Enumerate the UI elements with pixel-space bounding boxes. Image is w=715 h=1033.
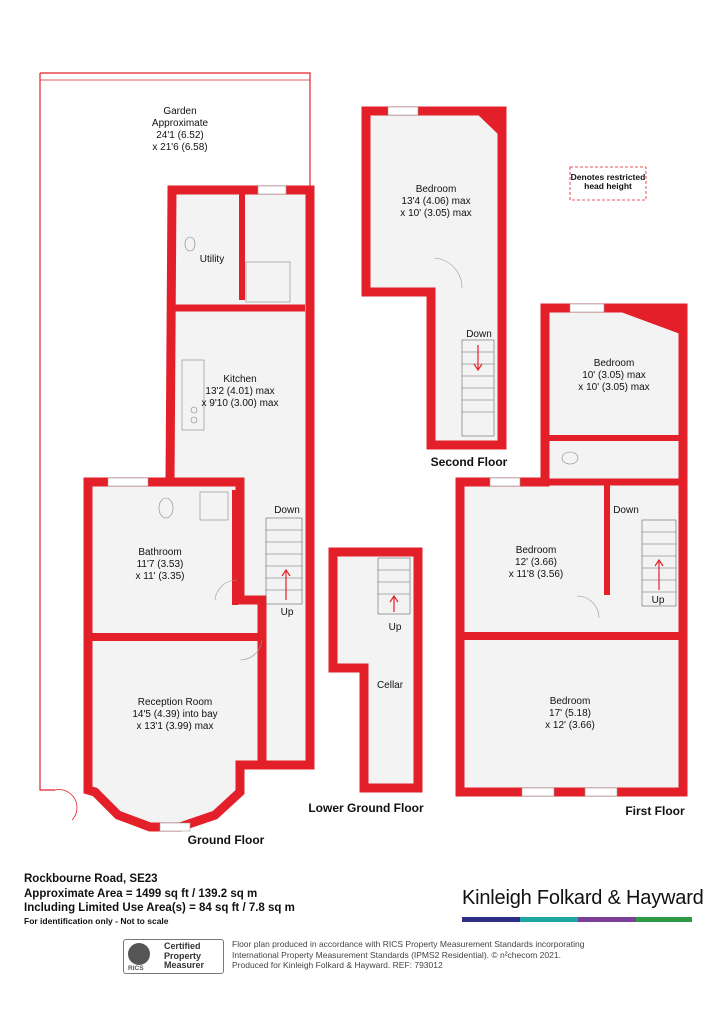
first-bedroom-a-line3: x 10' (3.05) max [578,382,650,393]
bathroom-line2: 11'7 (3.53) [136,559,184,570]
rics-line1: Certified [164,941,201,951]
limited-use-area: Including Limited Use Area(s) = 84 sq ft / 7.8 sq m [24,902,295,914]
disclaimer [232,939,584,971]
address: Rockbourne Road, SE23 [24,873,158,885]
first-floor-title: First Floor [625,804,685,818]
disclaimer-line1: Floor plan produced in accordance with RICS Property Measurement Standards incorporating [232,939,585,949]
garden-line2: Approximate [151,118,209,129]
second-floor-title: Second Floor [430,455,508,469]
brand-bar-teal [520,917,578,922]
kitchen-line2: 13'2 (4.01) max [205,386,275,397]
first-bedroom-c-line2: 17' (5.18) [549,708,591,719]
utility-label: Utility [199,254,225,265]
lower-ground-floor-plan [333,552,418,788]
brand-bar-purple [578,917,636,922]
second-bedroom-label: Bedroom [415,184,457,195]
reception-line2: 14'5 (4.39) into bay [132,709,218,720]
garden-line3: 24'1 (6.52) [156,130,204,141]
cellar-label: Cellar [376,680,404,691]
first-stairs-down: Down [613,505,639,516]
rics-badge [123,939,224,974]
first-bedroom-c-line3: x 12' (3.66) [545,720,595,731]
ground-stairs-up: Up [280,607,294,618]
brand-bar-navy [462,917,520,922]
legend-line2: head height [584,181,632,191]
garden-line4: x 21'6 (6.58) [152,142,208,153]
rics-logo-text: RICS [128,965,144,972]
reception-line3: x 13'1 (3.99) max [136,721,214,732]
first-bedroom-c-label: Bedroom [549,696,591,707]
legend-line1: Denotes restricted [570,172,646,182]
lower-ground-floor-title: Lower Ground Floor [308,801,424,815]
first-bedroom-a-label: Bedroom [593,358,635,369]
first-bedroom-b-label: Bedroom [515,545,557,556]
second-stairs-down: Down [466,329,492,340]
first-stairs-up: Up [651,595,665,606]
ground-floor-title: Ground Floor [187,833,265,847]
identification-note: For identification only - Not to scale [24,916,169,926]
first-bedroom-b-line2: 12' (3.66) [515,557,557,568]
second-bedroom-line2: 13'4 (4.06) max [401,196,471,207]
first-bedroom-a-line2: 10' (3.05) max [582,370,646,381]
disclaimer-line2: International Property Measurement Standards (IPMS2 Residential). © n²checom 2021. [232,949,561,960]
ground-stairs-down: Down [274,505,300,516]
second-floor-plan [366,107,502,445]
kitchen-line3: x 9'10 (3.00) max [201,398,279,409]
first-bedroom-b-line3: x 11'8 (3.56) [508,569,564,580]
approximate-area: Approximate Area = 1499 sq ft / 139.2 sq m [24,887,258,900]
bathroom-label: Bathroom [138,547,182,558]
disclaimer-line3: Produced for Kinleigh Folkard & Hayward. REF: 793012 [232,960,443,970]
lower-stairs-up: Up [388,622,402,633]
brand-name: Kinleigh Folkard & Hayward [462,887,704,909]
bathroom-line3: x 11' (3.35) [135,571,185,582]
property-details [24,872,295,916]
reception-label: Reception Room [137,697,213,708]
second-bedroom-line3: x 10' (3.05) max [400,208,472,219]
garden-label: Garden [163,106,197,117]
rics-line3: Measurer [164,960,205,970]
rics-badge-text [164,942,204,971]
kitchen-label: Kitchen [223,374,257,385]
brand-bar-green [636,917,692,922]
rics-line2: Property [164,950,202,961]
rics-logo-icon [128,943,150,965]
